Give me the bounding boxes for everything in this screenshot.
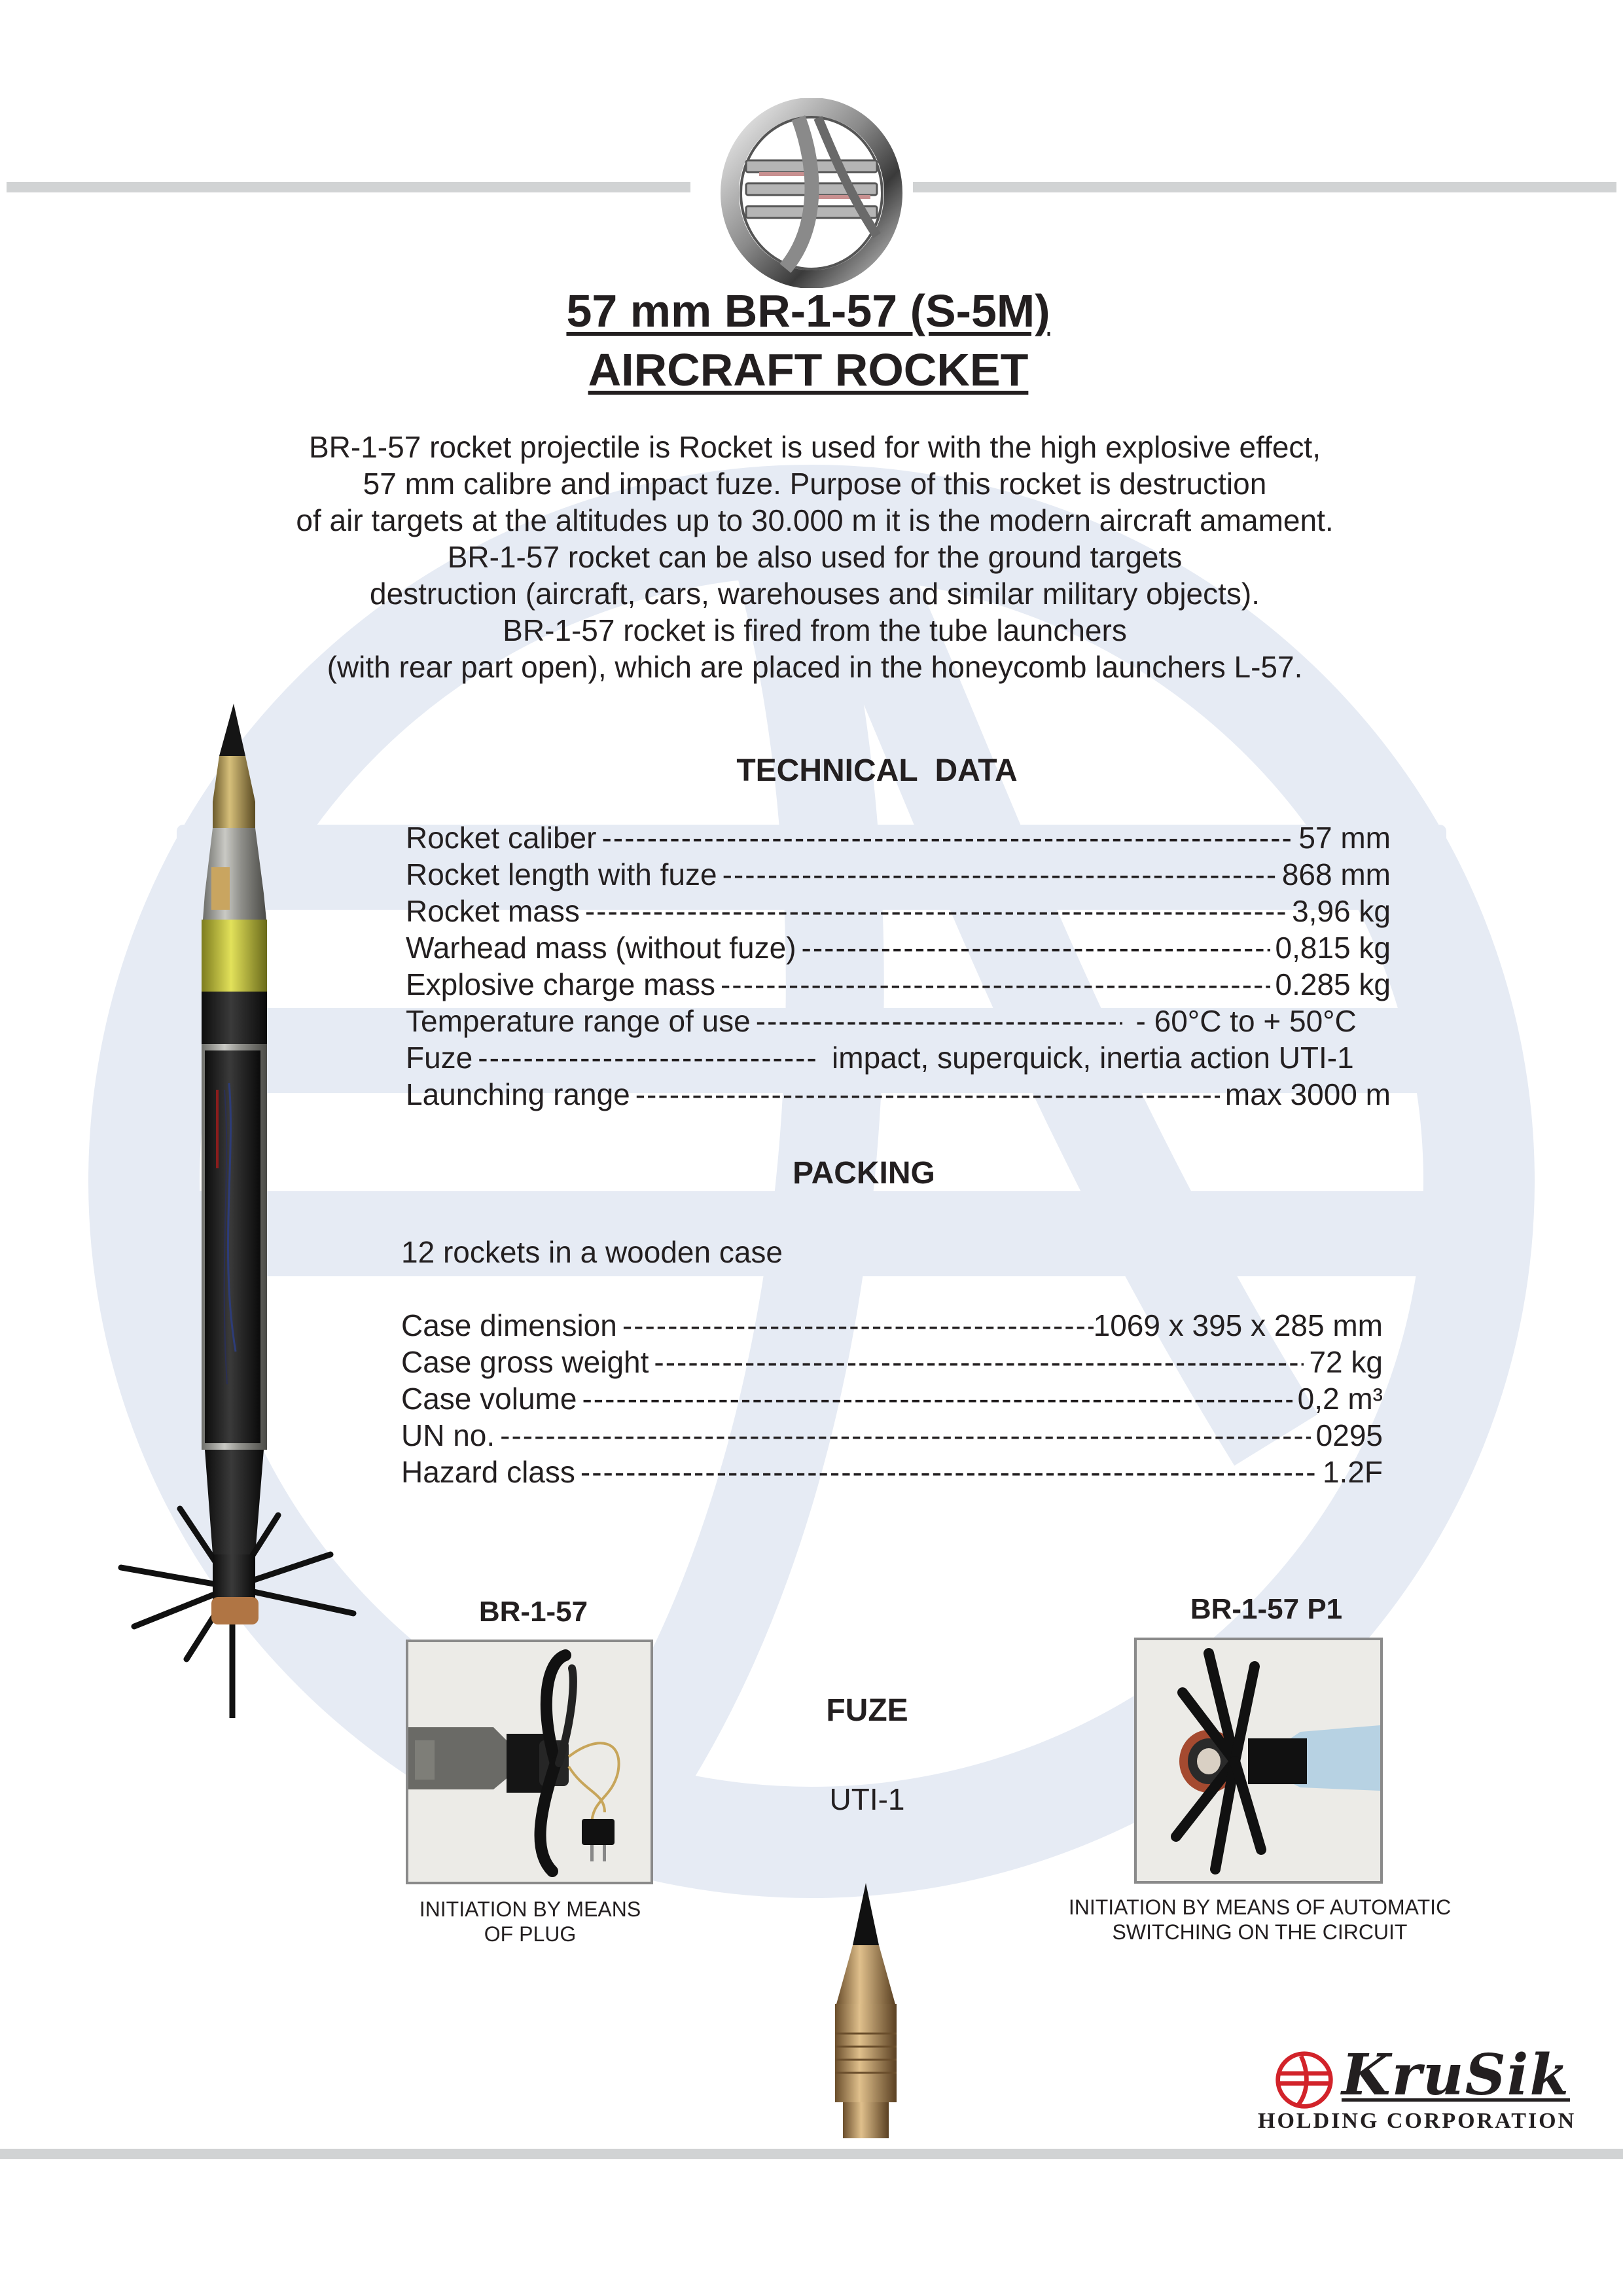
packing-heading: PACKING	[793, 1156, 935, 1191]
spec-value: 0295	[1315, 1418, 1383, 1452]
spec-value: max 3000 m	[1224, 1077, 1391, 1111]
spec-value: - 60°C to + 50°C	[1127, 1004, 1357, 1038]
bottom-rule	[0, 2149, 1623, 2159]
spec-label: Rocket mass	[406, 894, 580, 928]
leader-dots	[756, 1003, 1122, 1039]
rocket-illustration	[115, 697, 363, 1718]
page-title-line2: AIRCRAFT ROCKET	[588, 344, 1029, 395]
spec-row	[406, 856, 1391, 893]
spec-value: 0,2 m³	[1297, 1382, 1383, 1416]
spec-row	[406, 929, 1391, 966]
leader-dots	[721, 966, 1270, 1003]
spec-label: Rocket caliber	[406, 821, 597, 855]
intro-line: BR-1-57 rocket can be also used for the ground targets	[447, 540, 1183, 574]
spec-row	[406, 819, 1391, 856]
spec-value: 72 kg	[1309, 1345, 1383, 1379]
top-rule-right	[913, 182, 1616, 192]
intro-line: BR-1-57 rocket projectile is Rocket is used for with the high explosive effect,	[309, 430, 1321, 464]
leader-dots	[722, 856, 1277, 893]
caption-right-line1: INITIATION BY MEANS OF AUTOMATIC	[1068, 1895, 1452, 1919]
page-title-line1: 57 mm BR-1-57 (S-5M)	[566, 285, 1050, 336]
technical-data-list	[406, 819, 1391, 1113]
spec-value: 57 mm	[1298, 821, 1391, 855]
spec-value: impact, superquick, inertia action UTI-1	[823, 1041, 1354, 1075]
spec-label: Case volume	[401, 1382, 577, 1416]
spec-label: Rocket length with fuze	[406, 857, 717, 891]
leader-dots	[635, 1076, 1220, 1113]
leader-dots	[654, 1344, 1304, 1380]
spec-row	[401, 1417, 1383, 1454]
spec-label: Case gross weight	[401, 1345, 649, 1379]
spec-row	[401, 1380, 1383, 1417]
packing-note: 12 rockets in a wooden case	[401, 1235, 783, 1269]
leader-dots	[601, 819, 1293, 856]
spec-value: 0.285 kg	[1275, 967, 1391, 1001]
caption-right	[1047, 1895, 1472, 1945]
technical-data-heading: TECHNICAL DATA	[736, 753, 1018, 788]
variant-right-name: BR-1-57 P1	[1190, 1593, 1343, 1625]
intro-paragraph	[196, 429, 1433, 685]
intro-line: destruction (aircraft, cars, warehouses and similar military objects).	[369, 577, 1260, 611]
leader-dots	[802, 929, 1270, 966]
spec-row	[406, 966, 1391, 1003]
leader-dots	[580, 1454, 1317, 1490]
spec-row	[406, 1039, 1391, 1076]
spec-row	[401, 1307, 1383, 1344]
spec-row	[406, 893, 1391, 929]
spec-row	[406, 1076, 1391, 1113]
spec-row	[401, 1454, 1383, 1490]
spec-label: Launching range	[406, 1077, 630, 1111]
spec-row	[401, 1344, 1383, 1380]
intro-line: BR-1-57 rocket is fired from the tube launchers	[503, 613, 1127, 647]
packing-list	[401, 1307, 1383, 1490]
leader-dots	[622, 1307, 1094, 1344]
spec-row	[406, 1003, 1391, 1039]
intro-line: 57 mm calibre and impact fuze. Purpose of this rocket is destruction	[363, 467, 1267, 501]
leader-dots	[582, 1380, 1292, 1417]
leader-dots	[478, 1039, 818, 1076]
variant-left-name: BR-1-57	[478, 1596, 588, 1628]
spec-value: 1069 x 395 x 285 mm	[1093, 1308, 1383, 1342]
krusik-logo-icon	[1273, 2049, 1336, 2111]
footer-tagline: HOLDING CORPORATION	[1258, 2109, 1577, 2133]
fuze-heading: FUZE	[826, 1693, 908, 1728]
spec-label: UN no.	[401, 1418, 495, 1452]
caption-left-line2: OF PLUG	[484, 1922, 577, 1946]
caption-right-line2: SWITCHING ON THE CIRCUIT	[1112, 1920, 1408, 1944]
spec-value: 1.2F	[1322, 1455, 1383, 1489]
top-rule-left	[7, 182, 690, 192]
intro-line: of air targets at the altitudes up to 30.000 m it is the modern aircraft amament.	[296, 503, 1334, 537]
spec-label: Case dimension	[401, 1308, 617, 1342]
spec-value: 868 mm	[1281, 857, 1391, 891]
fuze-model: UTI-1	[829, 1782, 905, 1816]
top-logo-icon	[720, 98, 903, 288]
spec-value: 3,96 kg	[1292, 894, 1391, 928]
footer-brand-name: KruSik	[1342, 2042, 1570, 2108]
fuze-illustration	[823, 1880, 908, 2142]
spec-label: Fuze	[406, 1041, 473, 1075]
photo-br-1-57	[406, 1640, 653, 1884]
spec-label: Explosive charge mass	[406, 967, 715, 1001]
caption-left	[399, 1897, 661, 1946]
spec-label: Hazard class	[401, 1455, 575, 1489]
photo-br-1-57-p1	[1134, 1638, 1383, 1884]
leader-dots	[500, 1417, 1310, 1454]
intro-line: (with rear part open), which are placed in the honeycomb launchers L-57.	[327, 650, 1303, 684]
caption-left-line1: INITIATION BY MEANS	[419, 1897, 641, 1921]
spec-value: 0,815 kg	[1275, 931, 1391, 965]
leader-dots	[585, 893, 1287, 929]
spec-label: Temperature range of use	[406, 1004, 751, 1038]
spec-label: Warhead mass (without fuze)	[406, 931, 796, 965]
